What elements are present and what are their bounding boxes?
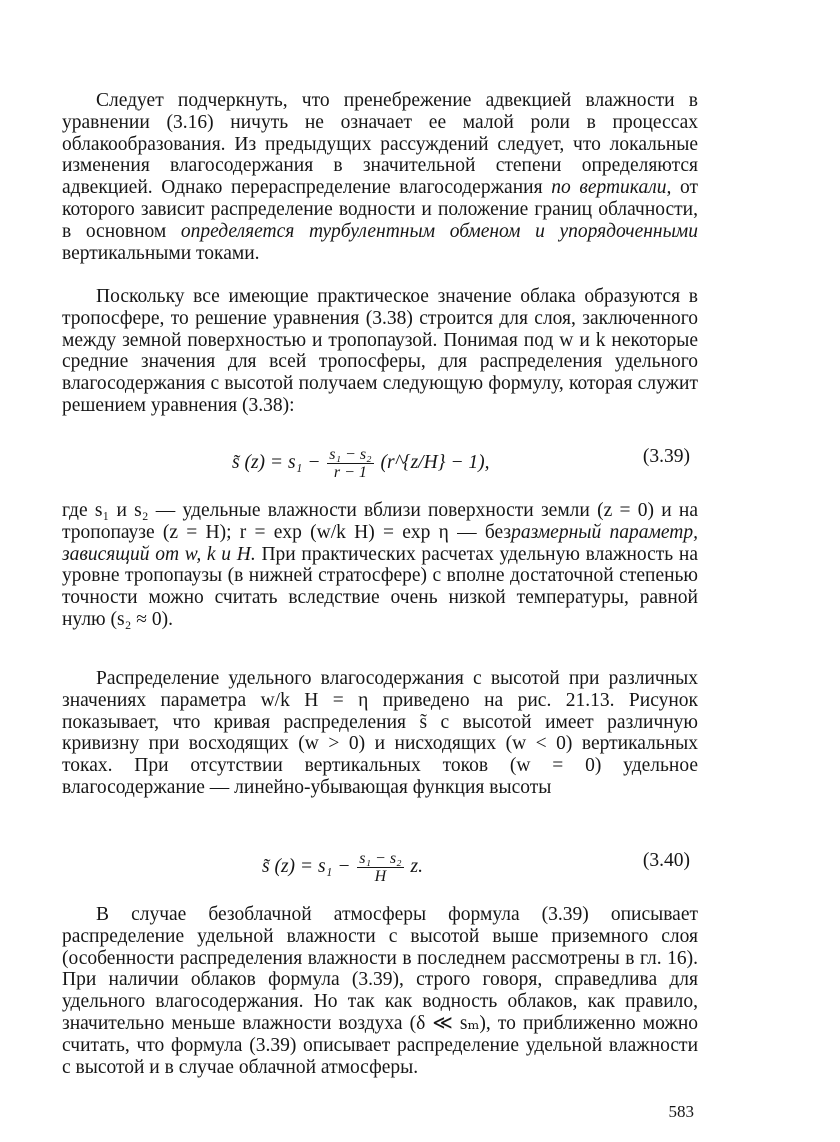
formula-3-40-fraction [357,850,403,885]
equation-number-3-40: (3.40) [642,850,690,871]
paragraph-1-text: Следует подчеркнуть, что пренебрежение адвекцией влажности в уравнении (3.16) ничуть не означает ее малой роли в процессах облакообразования. Из предыдущих рассуждений следует, что локальные изменения влагосодержания в значительной степени определяются адвекцией. Однако перераспределение влагосодержания [62,90,698,199]
formula-3-39-expression [232,446,490,481]
formula-3-40 [62,844,698,884]
formula-3-40-expression [262,850,423,885]
formula-3-39-fraction [327,446,373,481]
formula-3-40-rhs: z. [410,855,423,877]
formula-3-39-denominator: r − 1 [333,464,367,481]
paragraph-1-emphasis-vertical: по вертикали, [551,177,672,199]
paragraph-1-emphasis-turbulent: определяется турбулентным обменом и упорядоченными [180,220,698,242]
formula-3-40-denominator: H [374,868,387,885]
paragraph-3-text-end: При практических расчетах удельную влажность на уровне тропопаузы (в нижней стратосфере) с вполне достаточной степенью точности можно считать вследствие очень низкой температуры, равной нулю (s₂ ≈ 0). [62,543,698,630]
paragraph-2-text: Поскольку все имеющие практическое значение облака образуются в тропосфере, то решение уравнения (3.38) строится для слоя, заключенного между земной поверхностью и тропопаузой. Понимая под w и k некоторые средние значения для всей тропосферы, для распределения удельного влагосодержания с высотой получаем следующую формулу, которая служит решением уравнения (3.38): [62,286,698,416]
formula-3-39-rhs: (r^{z/H} − 1), [380,451,490,473]
paragraph-1-text-middle: от которого зависит распределение водности и положение границ облачности, в основном [62,177,699,242]
paragraph-3-text: где s₁ и s₂ — удельные влажности вблизи поверхности земли (z = 0) и на тропопаузе (z = H); r = exp (w/k H) = exp η — без [62,500,698,543]
paragraph-definitions [62,500,698,631]
paragraph-cloudless [62,904,698,1078]
formula-3-40-numerator: s₁ − s₂ [359,850,402,867]
paragraph-advection [62,90,698,264]
equation-number-3-39: (3.39) [642,446,690,467]
page-number: 583 [668,1102,694,1121]
formula-3-39 [62,440,698,480]
paragraph-troposphere [62,286,698,417]
formula-3-39-lhs: s̃ (z) = s₁ − [232,451,321,473]
paragraph-4-text: Распределение удельного влагосодержания с высотой при различных значениях параметра w/k H = η приведено на рис. 21.13. Рисунок показывает, что кривая распределения s̃ с высотой имеет различную кривизну при восходящих (w > 0) и нисходящих (w < 0) вертикальных токах. При отсутствии вертикальных токов (w = 0) удельное влагосодержание — линейно-убывающая функция высоты [62,668,698,798]
formula-3-40-lhs: s̃ (z) = s₁ − [262,855,351,877]
formula-3-39-numerator: s₁ − s₂ [329,446,372,463]
paragraph-1-text-end: вертикальными токами. [62,242,260,264]
paragraph-distribution [62,668,698,799]
paragraph-5-text: В случае безоблачной атмосферы формула (3.39) описывает распределение удельной влажности с высотой выше приземного слоя (особенности распределения влажности в последнем рассмотрены в гл. 16). При наличии облаков формула (3.39), строго говоря, справедлива для удельного влагосодержания. Но так как водность облаков, как правило, значительно меньше влажности воздуха (δ ≪ sₘ), то приближенно можно считать, что формула (3.39) описывает распределение удельной влажности с высотой и в случае облачной атмосферы. [62,904,698,1078]
paragraph-3-emphasis: размерный параметр, зависящий от w, k и H. [62,521,698,565]
